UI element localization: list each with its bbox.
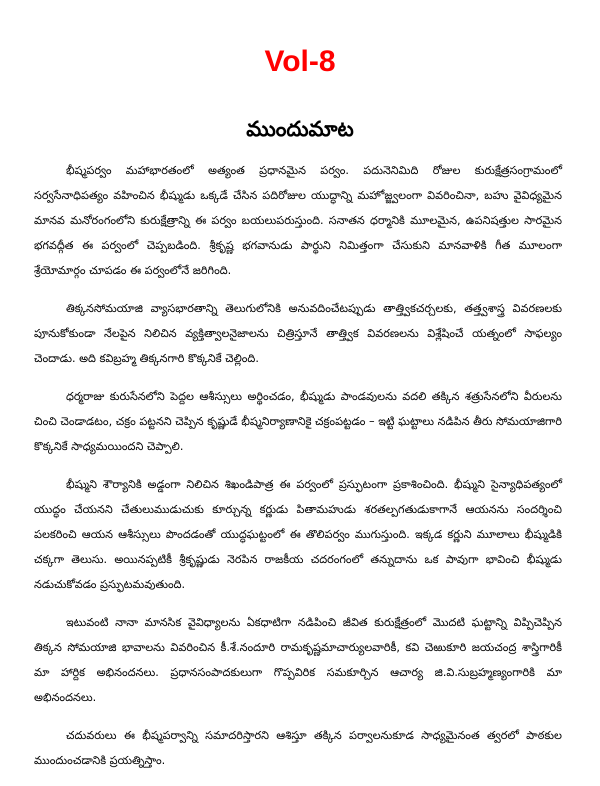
paragraph-1: భీష్మపర్వం మహాభారతంలో అత్యంత ప్రధానమైన పర్వం. పదునెనిమిది రోజుల కురుక్షేత్రసంగ్రామంలో సర్వసేనాధిపత్యం వహించిన భీష్ముడు ఒక్కడే చేసిన పదిరోజుల యుద్ధాన్ని మహోజ్జ్వలంగా వివరించినా, బహు వైవిధ్యమైన మానవ మనోరంగంలోని కురుక్షేత్రాన్ని ఈ పర్వం బయలుపరుస్తుంది. సనాతన ధర్మానికి మూలమైన, ఉపనిషత్తుల సారమైన భగవద్గీత ఈ పర్వంలో చెప్పబడింది. శ్రీకృష్ణ భగవానుడు పార్థుని నిమిత్తంగా చేసుకుని మానవాళికి గీత మూలంగా శ్రేయోమార్గం చూపడం ఈ పర్వంలోనే జరిగింది.: [34, 164, 562, 277]
paragraph-6: చదువరులు ఈ భీష్మపర్వాన్ని సమాదరిస్తారని ఆశిస్తూ తక్కిన పర్వాలనుకూడ సాధ్యమైనంత త్వరలో పాఠకుల ముందుంచడానికి ప్రయత్నిస్తాం.: [34, 729, 562, 767]
volume-title: Vol-8: [264, 45, 336, 78]
preface-body: [34, 158, 562, 786]
paragraph-2: తిక్కనసోమయాజి వ్యాసభారతాన్ని తెలుగులోనికి అనువదించేటప్పుడు తాత్త్వికచర్చలకు, తత్త్వశాస్త్ర వివరణలకు పూనుకోకుండా నేలపైన నిలిచిన వ్యక్తిత్వాలనైజాలను చిత్రిస్తూనే తాత్త్విక వివరణలను విశ్లేషించే యత్నంలో సాఫల్యం చెందాడు. అది కవిబ్రహ్మ తిక్కనగారి కొక్కనికే చెల్లింది.: [34, 302, 562, 365]
paragraph-3: ధర్మరాజు కురుసేనలోని పెద్దల ఆశీస్సులు అర్థించడం, భీష్ముడు పాండవులను వదలి తక్కిన శత్రుసేనలోని వీరులను చించి చెండాడటం, చక్రం పట్టనని చెప్పిన కృష్ణుడే భీష్మనిర్యాణానికై చక్రంపట్టడం – ఇట్టి ఘట్టాలు నడిపిన తీరు సోమయాజిగారి కొక్కనికే సాధ్యమయిందని చెప్పాలి.: [34, 390, 562, 453]
paragraph-4: భీష్ముని శౌర్యానికి అడ్డంగా నిలిచిన శిఖండిపాత్ర ఈ పర్వంలో ప్రస్ఫుటంగా ప్రకాశించింది. భీష్ముని సైన్యాధిపత్యంలో యుద్ధం చేయనని చేతులుముడుచుకు కూర్చున్న కర్ణుడు పితామహుడు శరతల్పగతుడుకాగానే ఆయనను సందర్శించి పలకరించి ఆయన ఆశీస్సులు పొందడంతో యుద్ధఘట్టంలో ఈ తొలిపర్వం ముగుస్తుంది. ఇక్కడ కర్ణుని మూలాలు భీష్ముడికి చక్కగా తెలుసు. అయినప్పటికీ శ్రీకృష్ణుడు నెరపిన రాజకీయ చదరంగంలో తన్నుదాను ఒక పావుగా భావించి భీష్ముడు నడుచుకోవడం ప్రస్ఫుటమవుతుంది.: [34, 478, 562, 591]
preface-heading: ముందుమాట: [246, 117, 354, 141]
paragraph-5: ఇటువంటి నానా మానసిక వైవిధ్యాలను ఏకధాటిగా నడిపించి జీవిత కురుక్షేత్రంలో మొదటి ఘట్టాన్ని విప్పిచెప్పిన తిక్కన సోమయాజి భావాలను వివరించిన కీ.శే.నందూరి రామకృష్ణమాచార్యులవారికీ, కవి చెఱుకూరి జయచంద్ర శాస్త్రిగారికీ మా హార్దిక అభినందనలు. ప్రధానసంపాదకులుగా గొప్పవిరిక సమకూర్చిన ఆచార్య జి.వి.సుబ్రహ్మణ్యంగారికి మా అభినందనలు.: [34, 616, 562, 704]
